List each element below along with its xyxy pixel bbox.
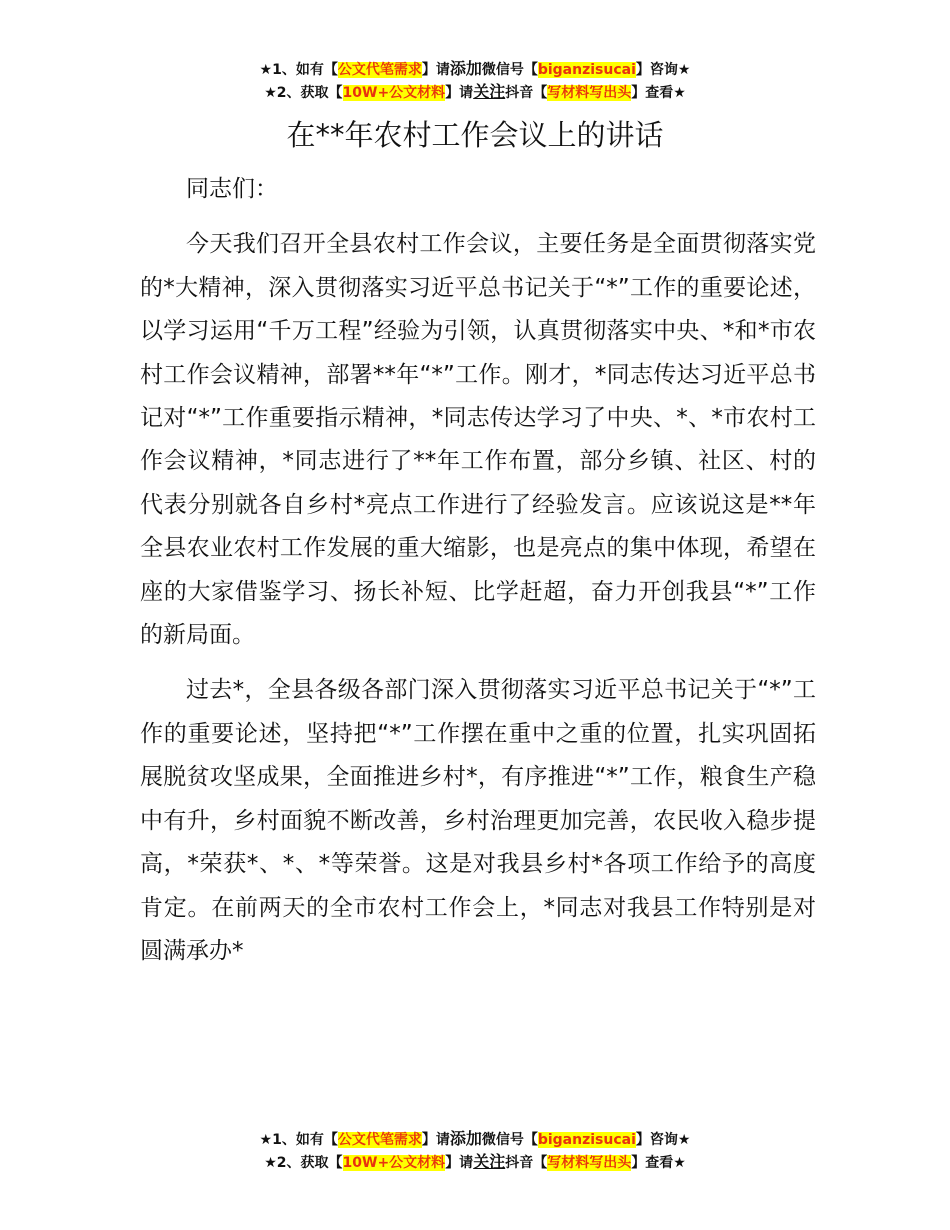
footer-banner xyxy=(0,1128,950,1174)
banner-text: ★1、如有【 xyxy=(259,1132,338,1148)
header-banner xyxy=(0,58,950,104)
banner-highlight-wechat-id: biganzisucai xyxy=(537,62,636,78)
banner-text: ★2、获取【 xyxy=(264,1155,343,1171)
banner-text: 抖音【 xyxy=(505,85,548,101)
banner-text: 抖音【 xyxy=(505,1155,548,1171)
banner-emphasis: 关注 xyxy=(473,82,506,101)
banner-text: 】查看★ xyxy=(631,85,686,101)
banner-text: 】请 xyxy=(445,1155,474,1171)
body-paragraph-2: 过去*，全县各级各部门深入贯彻落实习近平总书记关于“*”工作的重要论述，坚持把“*”工作摆在重中之重的位置，扎实巩固拓展脱贫攻坚成果，全面推进乡村*，有序推进“*”工作，粮食生产稳中有升，乡村面貌不断改善，乡村治理更加完善，农民收入稳步提高，*荣获*、*、*等荣誉。这是对我县乡村*各项工作给予的高度肯定。在前两天的全市农村工作会上，*同志对我县工作特别是对圆满承办* xyxy=(140,677,816,964)
document-title: 在**年农村工作会议上的讲话 xyxy=(286,118,664,152)
banner-emphasis: 关注 xyxy=(473,1152,506,1171)
banner-highlight-douyin-id: 写材料写出头 xyxy=(547,1155,632,1171)
banner-text: 微信号【 xyxy=(481,1132,538,1148)
banner-text: 】请 xyxy=(421,1132,450,1148)
banner-highlight-wechat-id: biganzisucai xyxy=(537,1132,636,1148)
banner-highlight-materials: 10W+公文材料 xyxy=(342,1155,446,1171)
banner-highlight-materials: 10W+公文材料 xyxy=(342,85,446,101)
banner-line-2 xyxy=(0,81,950,104)
banner-line-1 xyxy=(0,58,950,81)
banner-text: 】查看★ xyxy=(631,1155,686,1171)
banner-emphasis: 添加 xyxy=(449,1129,482,1148)
banner-text: 微信号【 xyxy=(481,62,538,78)
banner-text: 】咨询★ xyxy=(635,62,691,78)
banner-line-2 xyxy=(0,1151,950,1174)
banner-text: ★2、获取【 xyxy=(264,85,343,101)
banner-text: ★1、如有【 xyxy=(259,62,338,78)
banner-line-1 xyxy=(0,1128,950,1151)
banner-highlight-service: 公文代笔需求 xyxy=(337,62,422,78)
banner-highlight-service: 公文代笔需求 xyxy=(337,1132,422,1148)
banner-text: 】咨询★ xyxy=(635,1132,691,1148)
banner-highlight-douyin-id: 写材料写出头 xyxy=(547,85,632,101)
body-paragraph-1: 今天我们召开全县农村工作会议，主要任务是全面贯彻落实党的*大精神，深入贯彻落实习近平总书记关于“*”工作的重要论述，以学习运用“千万工程”经验为引领，认真贯彻落实中央、*和*市农村工作会议精神，部署**年“*”工作。刚才，*同志传达习近平总书记对“*”工作重要指示精神，*同志传达学习了中央、*、*市农村工作会议精神，*同志进行了**年工作布置，部分乡镇、社区、村的代表分别就各自乡村*亮点工作进行了经验发言。应该说这是**年全县农业农村工作发展的重大缩影，也是亮点的集中体现，希望在座的大家借鉴学习、扬长补短、比学赶超，奋力开创我县“*”工作的新局面。 xyxy=(140,231,816,649)
salutation: 同志们： xyxy=(186,176,278,202)
banner-text: 】请 xyxy=(445,85,474,101)
banner-emphasis: 添加 xyxy=(449,59,482,78)
document-body xyxy=(140,168,816,973)
banner-text: 】请 xyxy=(421,62,450,78)
